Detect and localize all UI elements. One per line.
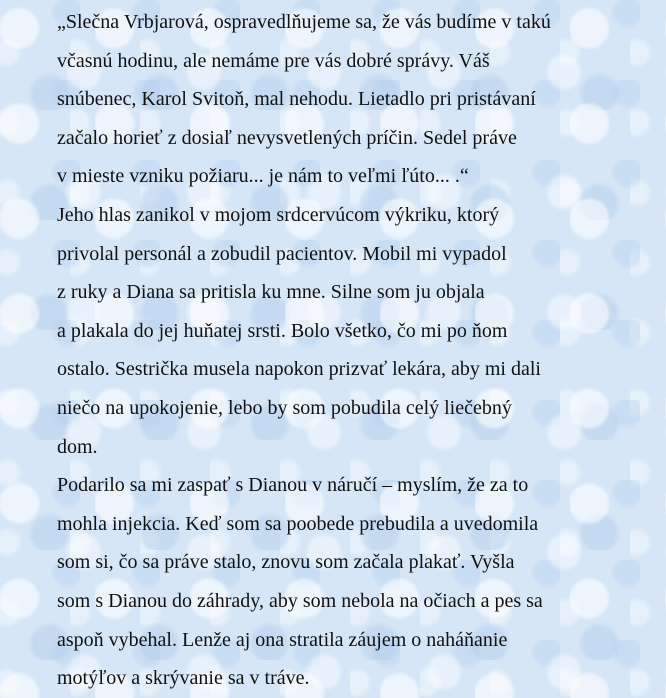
text-line: včasnú hodinu, ale nemáme pre vás dobré správy. Váš <box>57 49 490 72</box>
text-line: Podarilo sa mi zaspať s Dianou v náručí – myslím, že za to <box>57 474 529 497</box>
text-line: „Slečna Vrbjarová, ospravedlňujeme sa, že vás budíme v takú <box>57 11 551 33</box>
text-line: z ruky a Diana sa pritisla ku mne. Silne som ju objala <box>57 281 485 304</box>
text-line: niečo na upokojenie, lebo by som pobudila celý liečebný <box>57 396 512 419</box>
text-line: som si, čo sa práve stalo, znovu som začala plakať. Vyšla <box>57 551 515 574</box>
text-line: v mieste vzniku požiaru... je nám to veľmi ľúto... .“ <box>57 165 469 188</box>
text-line: aspoň vybehal. Lenže aj ona stratila záujem o naháňanie <box>57 628 508 651</box>
text-line: snúbenec, Karol Svitoň, mal nehodu. Lietadlo pri pristávaní <box>57 88 536 111</box>
text-line: Jeho hlas zanikol v mojom srdcervúcom výkriku, ktorý <box>57 203 500 226</box>
text-line: začalo horieť z dosiaľ nevysvetlených príčin. Sedel práve <box>57 126 517 149</box>
text-line: a plakala do jej huňatej srsti. Bolo všetko, čo mi po ňom <box>57 319 508 342</box>
text-line: dom. <box>57 435 98 458</box>
text-line: mohla injekcia. Keď som sa poobede prebudila a uvedomila <box>57 512 539 535</box>
text-line: privolal personál a zobudil pacientov. Mobil mi vypadol <box>57 242 507 265</box>
text-line: ostalo. Sestrička musela napokon prizvať lekára, aby mi dali <box>57 358 541 381</box>
text-line: som s Dianou do záhrady, aby som nebola na očiach a pes sa <box>57 589 543 612</box>
text-line: motýľov a skrývanie sa v tráve. <box>57 667 310 690</box>
